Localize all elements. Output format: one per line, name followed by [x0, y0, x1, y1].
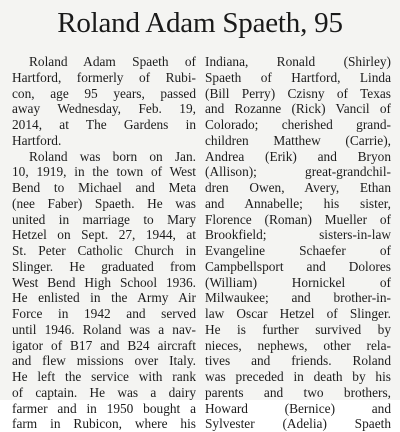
text-line: farm in Rubicon, where his	[12, 416, 196, 432]
text-line: Milwaukee; and brother-in-	[205, 290, 391, 306]
text-line: of captain. He was a dairy	[12, 384, 196, 400]
text-line: Hetzel on Sept. 27, 1944, at	[12, 227, 196, 243]
text-line: (William) Hornickel of	[205, 274, 391, 290]
text-line: until 1946. Roland was a nav-	[12, 321, 196, 337]
text-line: St. Peter Catholic Church in	[12, 243, 196, 258]
text-line: Hartford.	[12, 132, 62, 148]
text-line: dren Owen, Avery, Ethan	[205, 180, 391, 195]
text-line: Evangeline Schaefer of	[205, 243, 391, 258]
text-line: Sylvester (Adelia) Spaeth	[205, 416, 391, 432]
text-line: Howard (Bernice) and	[205, 400, 391, 416]
text-line: igator of B17 and B24 aircraft	[12, 337, 196, 353]
text-line: 10, 1919, in the town of West	[12, 164, 196, 180]
text-line: (nee Faber) Spaeth. He was	[12, 195, 196, 211]
text-line: (Allison); great-grandchil-	[205, 164, 391, 180]
text-line: Florence (Roman) Mueller of	[205, 211, 391, 227]
text-line: nieces, nephews, other rela-	[205, 337, 391, 353]
text-line: He is further survived by	[205, 321, 391, 337]
text-line: con, age 95 years, passed	[12, 85, 196, 101]
text-line: and flew missions over Italy.	[12, 353, 196, 369]
text-line: farmer and in 1950 bought a	[12, 400, 196, 416]
text-line: He enlisted in the Army Air	[12, 290, 196, 306]
text-line: 2014, at The Gardens in	[12, 117, 196, 132]
obituary-right-column	[205, 54, 391, 432]
text-line: Roland was born on Jan.	[29, 148, 196, 164]
text-line: and Rozanne (Rick) Vancil of	[205, 101, 391, 117]
text-line: away Wednesday, Feb. 19,	[12, 101, 196, 117]
text-line: parents and two brothers,	[205, 384, 391, 400]
obituary-left-column	[12, 54, 196, 432]
text-line: and Annabelle; his sister,	[205, 195, 391, 211]
text-line: (Bill Perry) Czisny of Texas	[205, 85, 391, 101]
text-line: Brookfield; sisters-in-law	[205, 227, 391, 243]
text-line: Spaeth of Hartford, Linda	[205, 69, 391, 85]
text-line: united in marriage to Mary	[12, 211, 196, 227]
text-line: Campbellsport and Dolores	[205, 258, 391, 274]
text-line: Hartford, formerly of Rubi-	[12, 69, 196, 85]
text-line: Bend to Michael and Meta	[12, 180, 196, 195]
text-line: Force in 1942 and served	[12, 306, 196, 321]
text-line: Andrea (Erik) and Bryon	[205, 148, 391, 164]
text-line: was preceded in death by his	[205, 369, 391, 384]
text-line: children Matthew (Carrie),	[205, 132, 391, 148]
text-line: law Oscar Hetzel of Slinger.	[205, 306, 391, 321]
text-line: Colorado; cherished grand-	[205, 117, 391, 132]
obituary-headline: Roland Adam Spaeth, 95	[57, 7, 343, 39]
text-line: tives and friends. Roland	[205, 353, 391, 369]
text-line: Roland Adam Spaeth of	[29, 54, 196, 69]
text-line: Slinger. He graduated from	[12, 258, 196, 274]
text-line: He left the service with rank	[12, 369, 196, 384]
text-line: West Bend High School 1936.	[12, 274, 196, 290]
text-line: Indiana, Ronald (Shirley)	[205, 54, 391, 69]
